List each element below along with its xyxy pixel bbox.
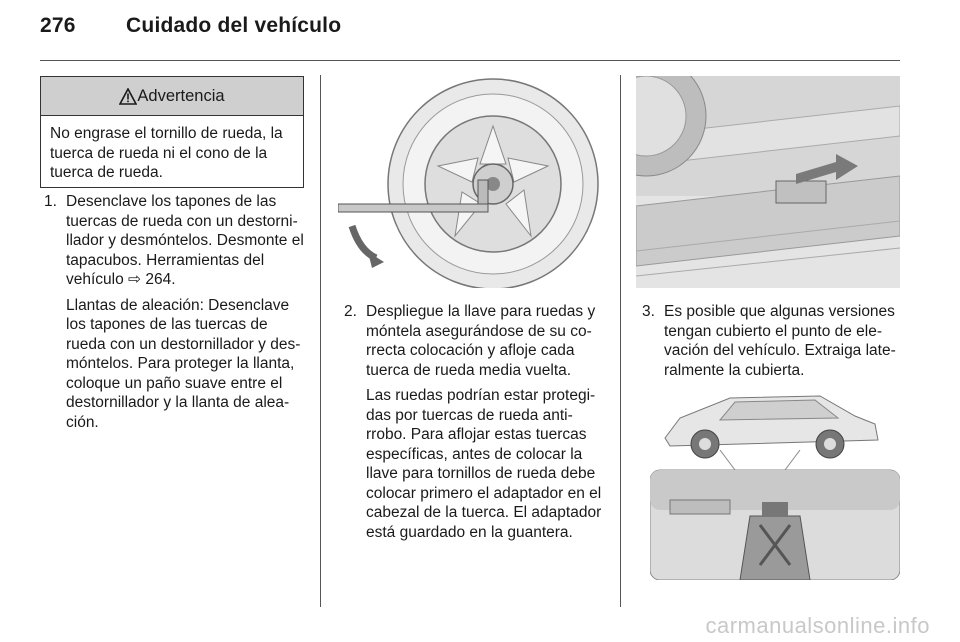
watermark: carmanualsonline.info xyxy=(705,613,930,638)
warning-title: Advertencia xyxy=(137,86,225,105)
step-2 xyxy=(344,302,606,542)
page-ref-arrow-icon: ⇨ xyxy=(128,271,142,288)
car-jack-illustration xyxy=(650,390,900,580)
warning-header xyxy=(41,77,303,116)
step-extra-text: Las ruedas podrían estar protegi-das por tuercas de rueda anti-rrobo. Para aflojar estas tuercas específicas, antes de colocar la llave para tornillos de rueda debe colocar primero el adaptador en el cabezal de la tuerca. El adaptador está guardado en la guantera. xyxy=(366,387,602,541)
column-divider-1 xyxy=(320,75,321,607)
warning-box xyxy=(40,76,304,188)
page-title: Cuidado del vehículo xyxy=(126,14,342,37)
step-text: Es posible que algunas versiones tengan cubierto el punto de ele-vación del vehículo. Extraiga late-ralmente la cubierta. xyxy=(664,303,896,379)
sill-cover-illustration xyxy=(636,76,900,288)
page-header xyxy=(40,14,341,38)
step-number: 1. xyxy=(44,193,57,210)
step-text: Despliegue la llave para ruedas y móntela asegurándose de su co-rrecta colocación y afloje cada tuerca de rueda media vuelta. xyxy=(366,303,596,379)
page-number: 276 xyxy=(40,14,76,37)
warning-triangle-icon xyxy=(119,88,137,105)
step-number: 2. xyxy=(344,303,357,320)
wheel-wrench-illustration xyxy=(338,76,608,288)
warning-text: No engrase el tornillo de rueda, la tuerca de rueda ni el cono de la tuerca de rueda. xyxy=(50,125,283,181)
step-extra-text: Llantas de aleación: Desenclave los tapones de las tuercas de rueda con un destornillador y des-móntelos. Para proteger la llanta, coloque un paño suave entre el destornillador y la llanta de alea-ción. xyxy=(66,296,301,431)
column-divider-2 xyxy=(620,75,621,607)
step-text: Desenclave los tapones de las tuercas de rueda con un destorni-llador y desmóntelos. Desmonte el tapacubos. Herramientas del vehículo xyxy=(66,193,304,288)
step-number: 3. xyxy=(642,303,655,320)
page-ref: 264. xyxy=(145,271,176,288)
header-rule xyxy=(40,60,900,61)
step-1 xyxy=(44,192,306,432)
step-3 xyxy=(642,302,904,380)
